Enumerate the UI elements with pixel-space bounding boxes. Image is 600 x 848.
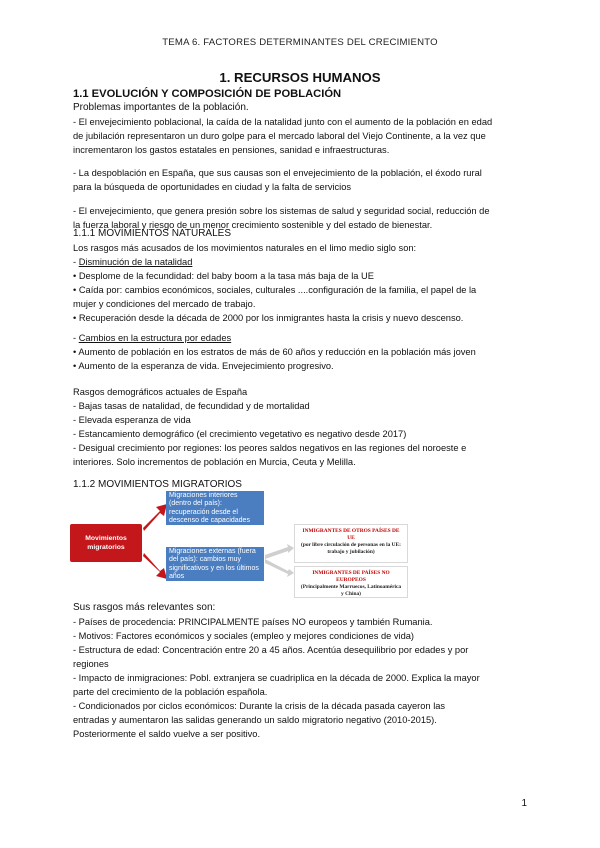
- text-line: - El envejecimiento, que genera presión sobre los sistemas de salud y seguridad social, reducción de: [73, 206, 490, 216]
- text-line: parte del crecimiento de la población española.: [73, 687, 268, 697]
- text-line: la fuerza laboral y riesgo de un menor crecimiento sostenible y del estado de bienestar.: [73, 220, 433, 230]
- migration-center-node: Movimientos migratorios: [70, 524, 142, 562]
- edades-label: - Cambios en la estructura por edades: [73, 333, 232, 343]
- page-number: 1: [521, 798, 527, 809]
- arrow-down: [143, 553, 167, 579]
- text-line: para la búsqueda de oportunidades en ciudad y la falta de servicios: [73, 182, 352, 192]
- chapter-title: 1. RECURSOS HUMANOS: [219, 70, 381, 85]
- migration-traits: [73, 601, 533, 741]
- text-line: Los rasgos más acusados de los movimientos naturales en el limo medio siglo son:: [73, 243, 417, 253]
- underlined-label: Disminución de la natalidad: [78, 257, 193, 267]
- arrow-right-2: [265, 559, 294, 577]
- text-line: incrementaron los gastos estatales en pensiones, sanidad e infraestructuras.: [73, 145, 390, 155]
- text-line: - Estructura de edad: Concentración entre 20 a 45 años. Acentúa desequilibrio por edades y por: [73, 645, 469, 655]
- section-heading: 1.1 EVOLUCIÓN Y COMPOSICIÓN DE POBLACIÓN: [73, 88, 342, 100]
- bullet-line: • Aumento de la esperanza de vida. Envejecimiento progresivo.: [73, 361, 334, 371]
- rasgos-heading: Rasgos demográficos actuales de España: [73, 387, 248, 397]
- subsection-heading: 1.1.1 MOVIMIENTOS NATURALES: [73, 228, 232, 239]
- box-title: INMIGRANTES DE OTROS PAÍSES DE UE: [302, 528, 400, 541]
- text-line: regiones: [73, 659, 109, 669]
- subtitle: Problemas importantes de la población.: [73, 102, 249, 113]
- bullet-line: mujer y condiciones del mercado de trabajo.: [73, 299, 256, 309]
- natalidad-label: - Disminución de la natalidad: [73, 257, 193, 267]
- bullet-line: - Elevada esperanza de vida: [73, 415, 191, 425]
- text-line: Posteriormente el saldo vuelve a ser positivo.: [73, 729, 261, 739]
- box-title: INMIGRANTES DE PAÍSES NO EUROPEOS: [312, 570, 390, 583]
- text-line: entradas y aumentaron las salidas generando un saldo migratorio negativo (2010-2015).: [73, 715, 437, 725]
- box-text: (por libre circulación de personas en la UE: trabajo y jubilación): [301, 542, 401, 555]
- internal-migration-box: Migraciones interiores (dentro del país): recuperación desde el descenso de capacidades: [166, 491, 264, 525]
- text-line: - Condicionados por ciclos económicos: Durante la crisis de la década pasada cayeron las: [73, 701, 446, 711]
- text-line: - El envejecimiento poblacional, la caída de la natalidad junto con el aumento de la población en edad: [73, 117, 493, 127]
- bullet-line: - Estancamiento demográfico (el crecimiento vegetativo es negativo desde 2017): [73, 429, 407, 439]
- bullet-line: • Recuperación desde la década de 2000 por los inmigrantes hasta la crisis y nuevo descenso.: [73, 313, 464, 323]
- bullet-line: • Desplome de la fecundidad: del baby boom a la tasa más baja de la UE: [73, 271, 374, 281]
- underlined-label: Cambios en la estructura por edades: [78, 333, 232, 343]
- bullet-line: • Caída por: cambios económicos, sociales, culturales ....configuración de la familia, el papel de la: [73, 285, 477, 295]
- bullet-line: - Desigual crecimiento por regiones: los peores saldos negativos en las regiones del noroeste e: [73, 443, 467, 453]
- arrow-right-1: [265, 544, 294, 559]
- bullet-line: • Aumento de población en los estratos de más de 60 años y reducción en la población más joven: [73, 347, 476, 357]
- eu-immigrants-box: [294, 524, 408, 563]
- box-text: (Principalmente Marruecos, Latinoamérica y China): [300, 584, 402, 597]
- bullet-line: interiores. Solo incrementos de población en Murcia, Ceuta y Melilla.: [73, 457, 356, 467]
- text-line: de jubilación representaron un duro golpe para el mercado laboral del Viejo Continente, a la vez que: [73, 131, 486, 141]
- traits-intro: Sus rasgos más relevantes son:: [73, 602, 216, 613]
- running-header: TEMA 6. FACTORES DETERMINANTES DEL CRECIMIENTO: [162, 37, 438, 48]
- text-line: - La despoblación en España, que sus causas son el envejecimiento de la población, el éxodo rural: [73, 168, 482, 178]
- bullet-line: - Bajas tasas de natalidad, de fecundidad y de mortalidad: [73, 401, 310, 411]
- arrow-up: [143, 504, 167, 531]
- text-line: - Motivos: Factores económicos y sociales (empleo y mejores condiciones de vida): [73, 631, 415, 641]
- subsection-heading: 1.1.2 MOVIMIENTOS MIGRATORIOS: [73, 479, 242, 490]
- text-line: - Impacto de inmigraciones: Pobl. extranjera se cuadriplica en la década de 2000. Explica la mayor: [73, 673, 480, 683]
- external-migration-box: Migraciones externas (fuera del país): cambios muy significativos y en los últimos años: [166, 547, 264, 581]
- text-line: - Países de procedencia: PRINCIPALMENTE países NO europeos y también Rumania.: [73, 617, 433, 627]
- non-eu-immigrants-box: [294, 566, 408, 598]
